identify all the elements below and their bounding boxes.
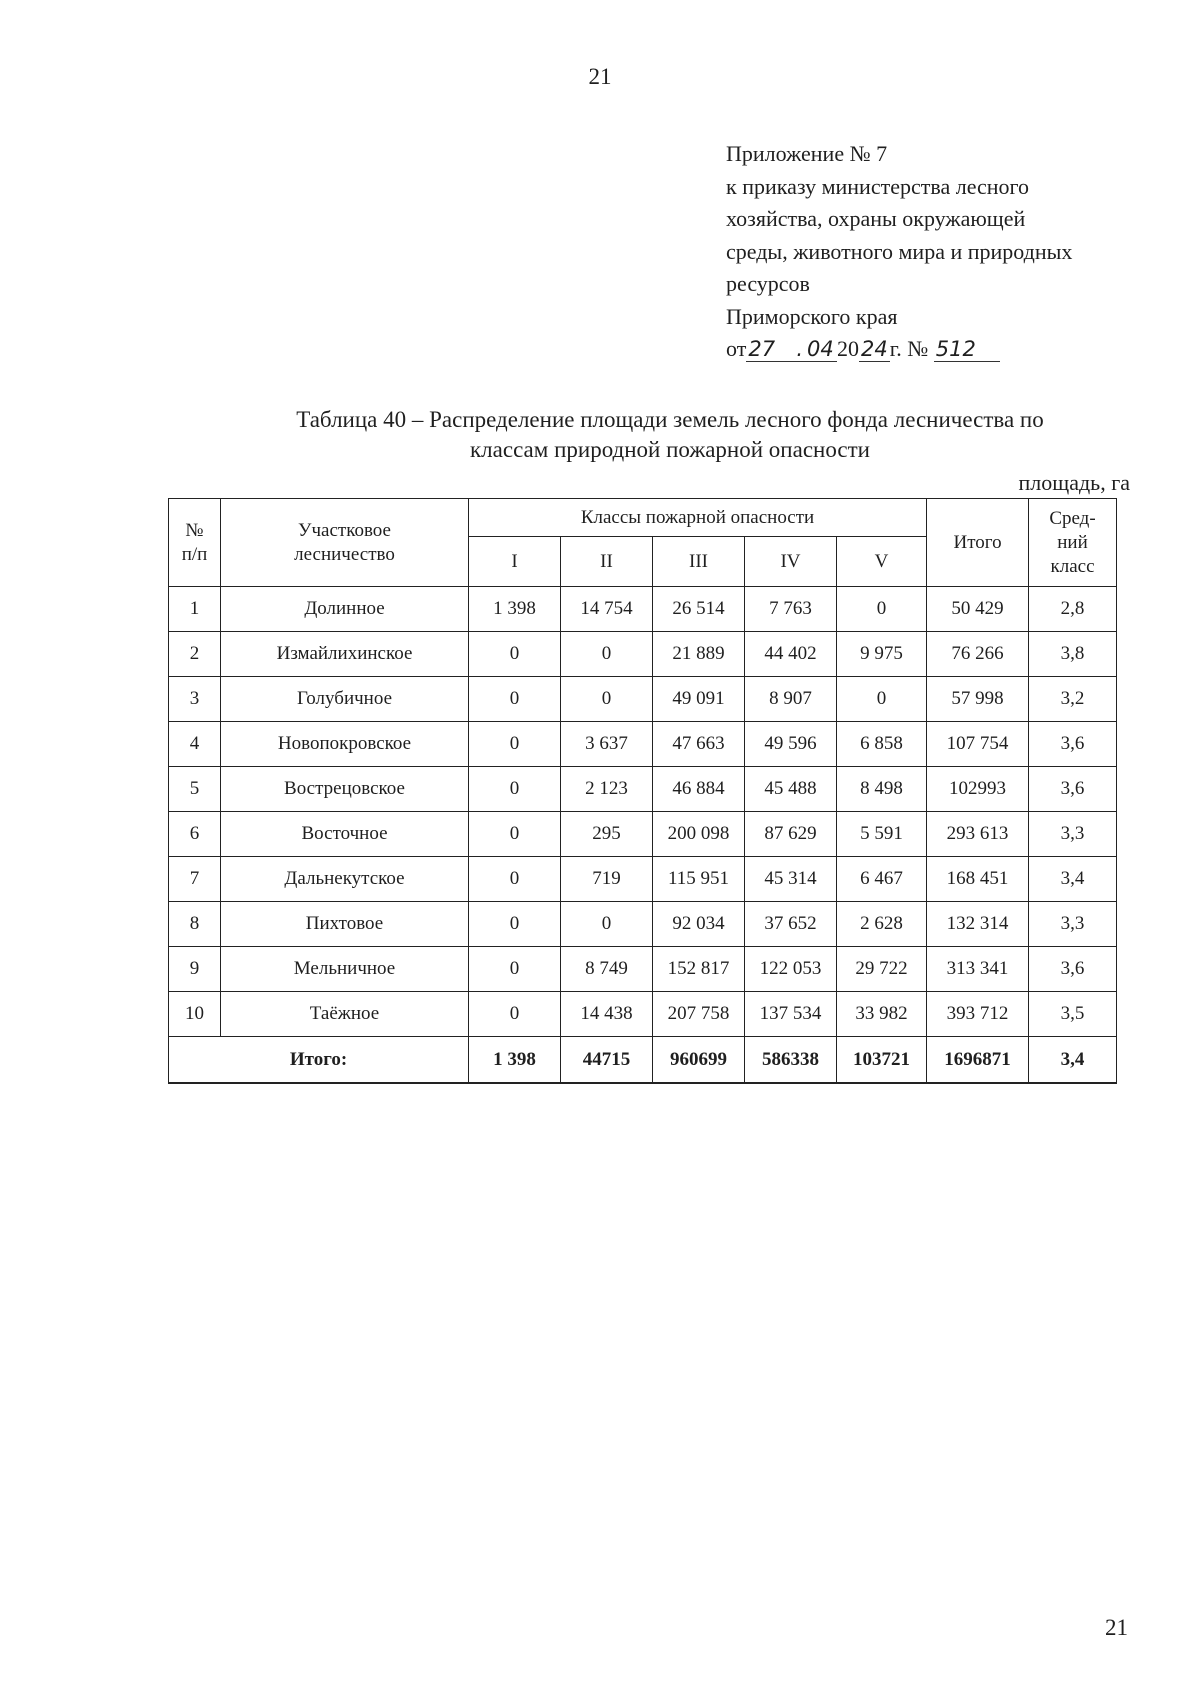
cell-class-2: 3 637 xyxy=(561,722,653,767)
unit-note: площадь, га xyxy=(1018,470,1130,495)
cell-district: Таёжное xyxy=(221,992,469,1037)
cell-class-1: 1 398 xyxy=(469,587,561,632)
cell-class-3: 47 663 xyxy=(653,722,745,767)
cell-class-3: 115 951 xyxy=(653,857,745,902)
table-title-line-2: классам природной пожарной опасности xyxy=(470,437,870,462)
cell-total: 393 712 xyxy=(927,992,1029,1037)
cell-district: Вострецовское xyxy=(221,767,469,812)
totals-total: 1696871 xyxy=(927,1037,1029,1084)
order-date-line xyxy=(726,333,1072,366)
cell-class-4: 45 488 xyxy=(745,767,837,812)
cell-total: 57 998 xyxy=(927,677,1029,722)
header-classes-group: Классы пожарной опасности xyxy=(469,499,927,537)
cell-num: 5 xyxy=(169,767,221,812)
cell-class-2: 719 xyxy=(561,857,653,902)
header-avg-class: Сред- ний класс xyxy=(1029,499,1117,587)
cell-class-4: 7 763 xyxy=(745,587,837,632)
cell-num: 3 xyxy=(169,677,221,722)
cell-class-4: 45 314 xyxy=(745,857,837,902)
cell-class-1: 0 xyxy=(469,992,561,1037)
table-row xyxy=(169,722,1117,767)
cell-class-5: 33 982 xyxy=(837,992,927,1037)
cell-avg-class: 3,4 xyxy=(1029,857,1117,902)
cell-total: 107 754 xyxy=(927,722,1029,767)
table-row xyxy=(169,947,1117,992)
cell-class-2: 0 xyxy=(561,902,653,947)
cell-class-3: 152 817 xyxy=(653,947,745,992)
appendix-line: ресурсов xyxy=(726,271,810,296)
cell-district: Измайлихинское xyxy=(221,632,469,677)
header-class-3: III xyxy=(653,537,745,587)
cell-total: 168 451 xyxy=(927,857,1029,902)
table-title-line-1: Таблица 40 – Распределение площади земель лесного фонда лесничества по xyxy=(296,407,1044,432)
cell-class-1: 0 xyxy=(469,632,561,677)
cell-class-1: 0 xyxy=(469,722,561,767)
cell-class-3: 46 884 xyxy=(653,767,745,812)
cell-class-3: 207 758 xyxy=(653,992,745,1037)
cell-class-4: 49 596 xyxy=(745,722,837,767)
totals-row xyxy=(169,1037,1117,1084)
date-suffix: г. № xyxy=(889,336,929,361)
cell-district: Долинное xyxy=(221,587,469,632)
cell-class-1: 0 xyxy=(469,902,561,947)
table-row xyxy=(169,767,1117,812)
cell-class-1: 0 xyxy=(469,767,561,812)
cell-num: 9 xyxy=(169,947,221,992)
handwritten-date-separator: . xyxy=(796,337,804,361)
cell-num: 6 xyxy=(169,812,221,857)
cell-class-5: 9 975 xyxy=(837,632,927,677)
totals-avg-class: 3,4 xyxy=(1029,1037,1117,1084)
cell-class-1: 0 xyxy=(469,812,561,857)
cell-class-2: 295 xyxy=(561,812,653,857)
cell-class-5: 0 xyxy=(837,587,927,632)
cell-avg-class: 3,6 xyxy=(1029,722,1117,767)
appendix-block xyxy=(726,138,1072,366)
header-class-2: II xyxy=(561,537,653,587)
cell-district: Голубичное xyxy=(221,677,469,722)
cell-class-4: 137 534 xyxy=(745,992,837,1037)
cell-class-1: 0 xyxy=(469,857,561,902)
appendix-line: хозяйства, охраны окружающей xyxy=(726,206,1026,231)
cell-avg-class: 2,8 xyxy=(1029,587,1117,632)
cell-avg-class: 3,6 xyxy=(1029,947,1117,992)
cell-avg-class: 3,2 xyxy=(1029,677,1117,722)
cell-num: 8 xyxy=(169,902,221,947)
table-row xyxy=(169,632,1117,677)
cell-district: Новопокровское xyxy=(221,722,469,767)
cell-class-5: 8 498 xyxy=(837,767,927,812)
cell-class-5: 5 591 xyxy=(837,812,927,857)
totals-class-2: 44715 xyxy=(561,1037,653,1084)
cell-class-1: 0 xyxy=(469,677,561,722)
cell-class-3: 21 889 xyxy=(653,632,745,677)
table-row xyxy=(169,992,1117,1037)
cell-class-2: 2 123 xyxy=(561,767,653,812)
header-class-4: IV xyxy=(745,537,837,587)
cell-district: Дальнекутское xyxy=(221,857,469,902)
cell-avg-class: 3,6 xyxy=(1029,767,1117,812)
table-row xyxy=(169,857,1117,902)
cell-total: 313 341 xyxy=(927,947,1029,992)
handwritten-month: 04 xyxy=(805,337,837,362)
handwritten-year: 24 xyxy=(861,337,888,361)
cell-class-4: 37 652 xyxy=(745,902,837,947)
cell-num: 1 xyxy=(169,587,221,632)
cell-avg-class: 3,3 xyxy=(1029,902,1117,947)
cell-class-4: 44 402 xyxy=(745,632,837,677)
cell-class-3: 200 098 xyxy=(653,812,745,857)
appendix-line: Приморского края xyxy=(726,303,898,329)
cell-total: 102993 xyxy=(927,767,1029,812)
date-century: 20 xyxy=(837,336,860,361)
cell-num: 7 xyxy=(169,857,221,902)
handwritten-day: 27 xyxy=(746,337,794,362)
header-class-5: V xyxy=(837,537,927,587)
table-title xyxy=(220,405,1120,465)
appendix-line: Приложение № 7 xyxy=(726,141,888,166)
cell-class-4: 122 053 xyxy=(745,947,837,992)
cell-district: Восточное xyxy=(221,812,469,857)
page-number-bottom: 21 xyxy=(1105,1615,1128,1640)
appendix-line: среды, животного мира и природных xyxy=(726,238,1073,264)
fire-danger-table xyxy=(168,498,1117,1084)
cell-district: Пихтовое xyxy=(221,902,469,947)
cell-class-2: 8 749 xyxy=(561,947,653,992)
cell-num: 10 xyxy=(169,992,221,1037)
cell-total: 132 314 xyxy=(927,902,1029,947)
cell-class-4: 87 629 xyxy=(745,812,837,857)
cell-class-2: 14 754 xyxy=(561,587,653,632)
cell-class-2: 0 xyxy=(561,632,653,677)
cell-class-5: 6 467 xyxy=(837,857,927,902)
cell-class-3: 26 514 xyxy=(653,587,745,632)
cell-num: 2 xyxy=(169,632,221,677)
cell-class-5: 29 722 xyxy=(837,947,927,992)
totals-class-1: 1 398 xyxy=(469,1037,561,1084)
appendix-line: к приказу министерства лесного xyxy=(726,173,1030,199)
header-district: Участковое лесничество xyxy=(221,499,469,587)
cell-avg-class: 3,3 xyxy=(1029,812,1117,857)
cell-num: 4 xyxy=(169,722,221,767)
date-prefix: от xyxy=(726,336,747,361)
handwritten-order-number: 512 xyxy=(934,337,1000,362)
header-num: № п/п xyxy=(169,499,221,587)
table-row xyxy=(169,812,1117,857)
cell-class-1: 0 xyxy=(469,947,561,992)
header-class-1: I xyxy=(469,537,561,587)
cell-class-3: 92 034 xyxy=(653,902,745,947)
table-row xyxy=(169,677,1117,722)
cell-class-4: 8 907 xyxy=(745,677,837,722)
cell-class-2: 0 xyxy=(561,677,653,722)
totals-label: Итого: xyxy=(169,1037,469,1084)
cell-avg-class: 3,5 xyxy=(1029,992,1117,1037)
table-row xyxy=(169,587,1117,632)
totals-class-3: 960699 xyxy=(653,1037,745,1084)
cell-total: 293 613 xyxy=(927,812,1029,857)
cell-class-2: 14 438 xyxy=(561,992,653,1037)
cell-class-5: 6 858 xyxy=(837,722,927,767)
totals-class-5: 103721 xyxy=(837,1037,927,1084)
cell-avg-class: 3,8 xyxy=(1029,632,1117,677)
cell-class-3: 49 091 xyxy=(653,677,745,722)
header-total: Итого xyxy=(927,499,1029,587)
cell-district: Мельничное xyxy=(221,947,469,992)
cell-class-5: 0 xyxy=(837,677,927,722)
cell-class-5: 2 628 xyxy=(837,902,927,947)
totals-class-4: 586338 xyxy=(745,1037,837,1084)
cell-total: 50 429 xyxy=(927,587,1029,632)
table-row xyxy=(169,902,1117,947)
cell-total: 76 266 xyxy=(927,632,1029,677)
page-number-top: 21 xyxy=(588,64,612,89)
